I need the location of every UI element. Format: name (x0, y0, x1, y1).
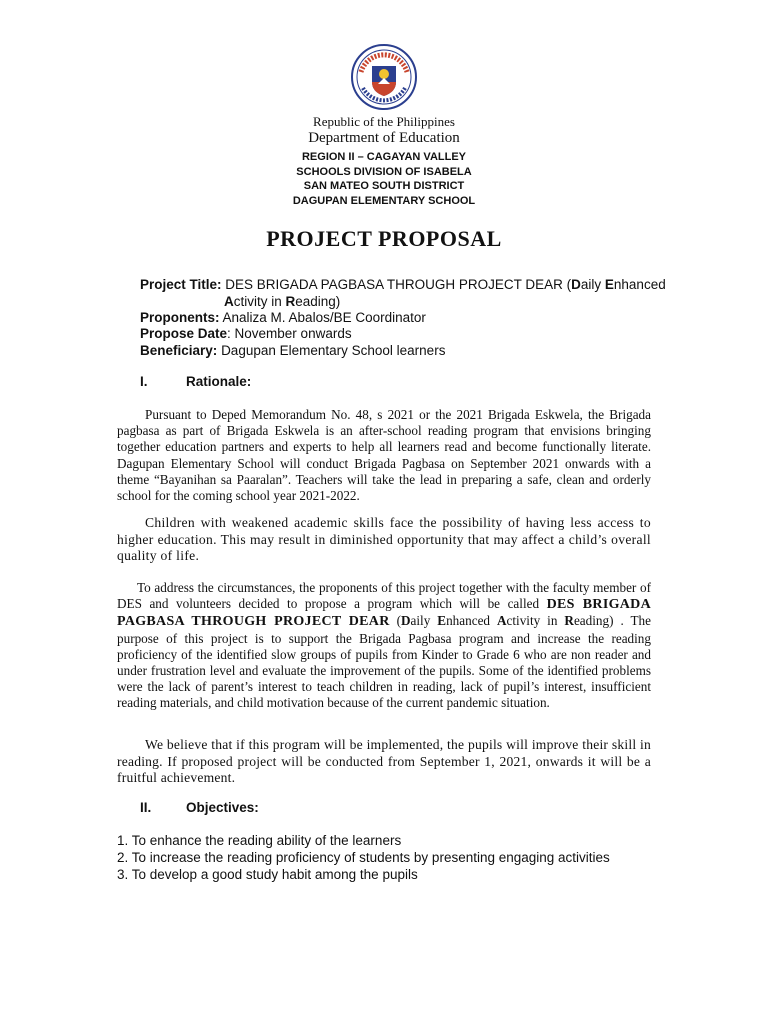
word-aily: aily (580, 277, 605, 292)
rationale-paragraph-3 (117, 580, 651, 712)
rationale-p1-text: Pursuant to Deped Memorandum No. 48, s 2021 or the 2021 Brigada Eskwela, the Brigada pagbasa as part of Brigada Eskwela is an after-school reading program that envisions bringing together education partners and experts to help all learners read and become functionally literate. Dagupan Elementary School will conduct Brigada Pagbasa on September 2021 onwards with a theme “Bayanihan sa Paaralan”. Teachers will take the lead in preparing a safe, clean and orderly school for the coming school year 2021-2022. (117, 407, 651, 504)
page-title: PROJECT PROPOSAL (266, 226, 502, 251)
beneficiary-value: Dagupan Elementary School learners (221, 343, 446, 358)
p3-word-ctivity: ctivity in (506, 613, 565, 629)
objectives-heading: Objectives: (186, 800, 259, 815)
header-school: DAGUPAN ELEMENTARY SCHOOL (292, 195, 476, 207)
p3-word-aily: aily (410, 613, 438, 629)
objectives-number: II. (140, 800, 152, 815)
rationale-paragraph-4 (117, 737, 651, 787)
letter-e: E (604, 277, 614, 292)
beneficiary-row (140, 342, 445, 359)
rationale-paragraph-1 (117, 407, 651, 504)
propose-date-value: : November onwards (227, 326, 352, 341)
propose-date-row (140, 325, 352, 342)
project-title-row (140, 276, 666, 293)
propose-date-label: Propose Date (140, 326, 228, 341)
rationale-heading: Rationale: (186, 374, 252, 389)
rationale-p4-text: We believe that if this program will be implemented, the pupils will improve their skill in reading. If proposed project will be conducted from September 1, 2021, onwards it will be a fruitful achievement. (117, 737, 651, 785)
p3-letter-r: R (564, 613, 574, 629)
rationale-p3-project-name: DES BRIGADA PAGBASA THROUGH PROJECT DEAR (117, 597, 651, 630)
beneficiary-label: Beneficiary: (140, 343, 218, 358)
p3-letter-d: D (401, 613, 411, 629)
deped-seal-icon (351, 44, 417, 110)
header-district: SAN MATEO SOUTH DISTRICT (303, 180, 465, 192)
header-division: SCHOOLS DIVISION OF ISABELA (296, 166, 472, 178)
proponents-row (140, 309, 426, 326)
proponents-label: Proponents: (140, 310, 220, 325)
project-title-value: DES BRIGADA PAGBASA THROUGH PROJECT DEAR ( (225, 277, 572, 292)
word-nhanced: nhanced (613, 277, 666, 292)
rationale-p3-intro: To address the circumstances, the proponents of this project together with the faculty member of DES and volunteers decided to propose a program which will be called (117, 580, 651, 612)
letter-r: R (285, 294, 296, 309)
objective-item-2: 2. To increase the reading proficiency of students by presenting engaging activities (117, 850, 610, 865)
project-title-label: Project Title: (140, 277, 222, 292)
word-eading: eading) (295, 294, 341, 309)
rationale-p3-body: ) . The purpose of this project is to support the Brigada Pagbasa program and increase the reading proficiency of the identified slow groups of pupils from Kinder to Grade 6 who are non reader and under frustration level and evaluate the improvement of the pupils. Some of the identified problems were the lack of parent’s interest to teach children in reading, lack of pupil’s interest, insufficient reading materials, and child motivation because of the current pandemic situation. (117, 613, 651, 711)
p3-word-nhanced: nhanced (446, 613, 497, 629)
p3-letter-a: A (496, 613, 507, 629)
proponents-value: Analiza M. Abalos/BE Coordinator (222, 310, 426, 325)
letter-d: D (571, 277, 581, 292)
rationale-number: I. (140, 374, 148, 389)
objective-item-3: 3. To develop a good study habit among the pupils (117, 867, 418, 882)
rationale-p2-text: Children with weakened academic skills face the possibility of having less access to higher education. This may result in diminished opportunity that may affect a child’s overall quality of life. (117, 515, 651, 563)
rationale-paragraph-2 (117, 515, 651, 565)
header-department: Department of Education (308, 130, 460, 146)
rationale-p3-paren: ( (389, 613, 401, 629)
word-ctivity: ctivity in (233, 294, 286, 309)
objective-item-1: 1. To enhance the reading ability of the learners (117, 833, 402, 848)
p3-word-eading: eading (573, 613, 610, 629)
p3-letter-e: E (437, 613, 447, 629)
project-title-row-cont (224, 293, 340, 310)
header-republic: Republic of the Philippines (313, 114, 455, 129)
header-region: REGION II – CAGAYAN VALLEY (301, 151, 467, 163)
letter-a: A (224, 294, 234, 309)
